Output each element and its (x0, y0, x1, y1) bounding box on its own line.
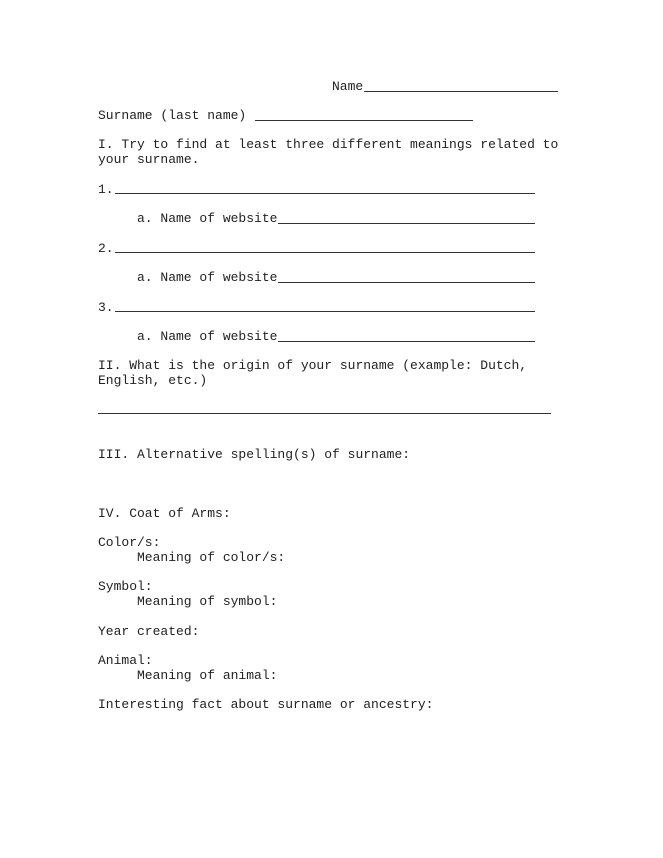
section1-heading-line2: your surname. (98, 152, 200, 167)
item1-number: 1. (98, 182, 114, 197)
item2-meaning-blank[interactable] (115, 252, 535, 253)
section2-heading-line1: II. What is the origin of your surname (example: Dutch, (98, 358, 528, 373)
item3-website-blank[interactable] (278, 341, 535, 342)
colors-meaning-label: Meaning of color/s: (137, 550, 286, 565)
item1-website-blank[interactable] (278, 223, 535, 224)
section4-heading: IV. Coat of Arms: (98, 506, 231, 521)
surname-blank[interactable] (255, 120, 473, 121)
year-created-label: Year created: (98, 624, 200, 639)
origin-blank[interactable] (98, 413, 551, 414)
animal-label: Animal: (98, 653, 153, 668)
item3-website-label: a. Name of website (137, 329, 278, 344)
section3-heading: III. Alternative spelling(s) of surname: (98, 447, 411, 462)
symbol-meaning-label: Meaning of symbol: (137, 594, 278, 609)
colors-label: Color/s: (98, 535, 161, 550)
animal-meaning-label: Meaning of animal: (137, 668, 278, 683)
item2-website-blank[interactable] (278, 282, 535, 283)
item1-website-label: a. Name of website (137, 211, 278, 226)
symbol-label: Symbol: (98, 579, 153, 594)
interesting-fact-label: Interesting fact about surname or ancestry: (98, 697, 434, 712)
section2-heading-line2: English, etc.) (98, 373, 208, 388)
item2-number: 2. (98, 241, 114, 256)
name-label: Name (332, 79, 364, 94)
item2-website-label: a. Name of website (137, 270, 278, 285)
name-blank[interactable] (364, 91, 558, 92)
item3-meaning-blank[interactable] (115, 311, 535, 312)
item3-number: 3. (98, 300, 114, 315)
item1-meaning-blank[interactable] (115, 193, 535, 194)
surname-label: Surname (last name) (98, 108, 247, 123)
section1-heading-line1: I. Try to find at least three different meanings related to (98, 137, 559, 152)
